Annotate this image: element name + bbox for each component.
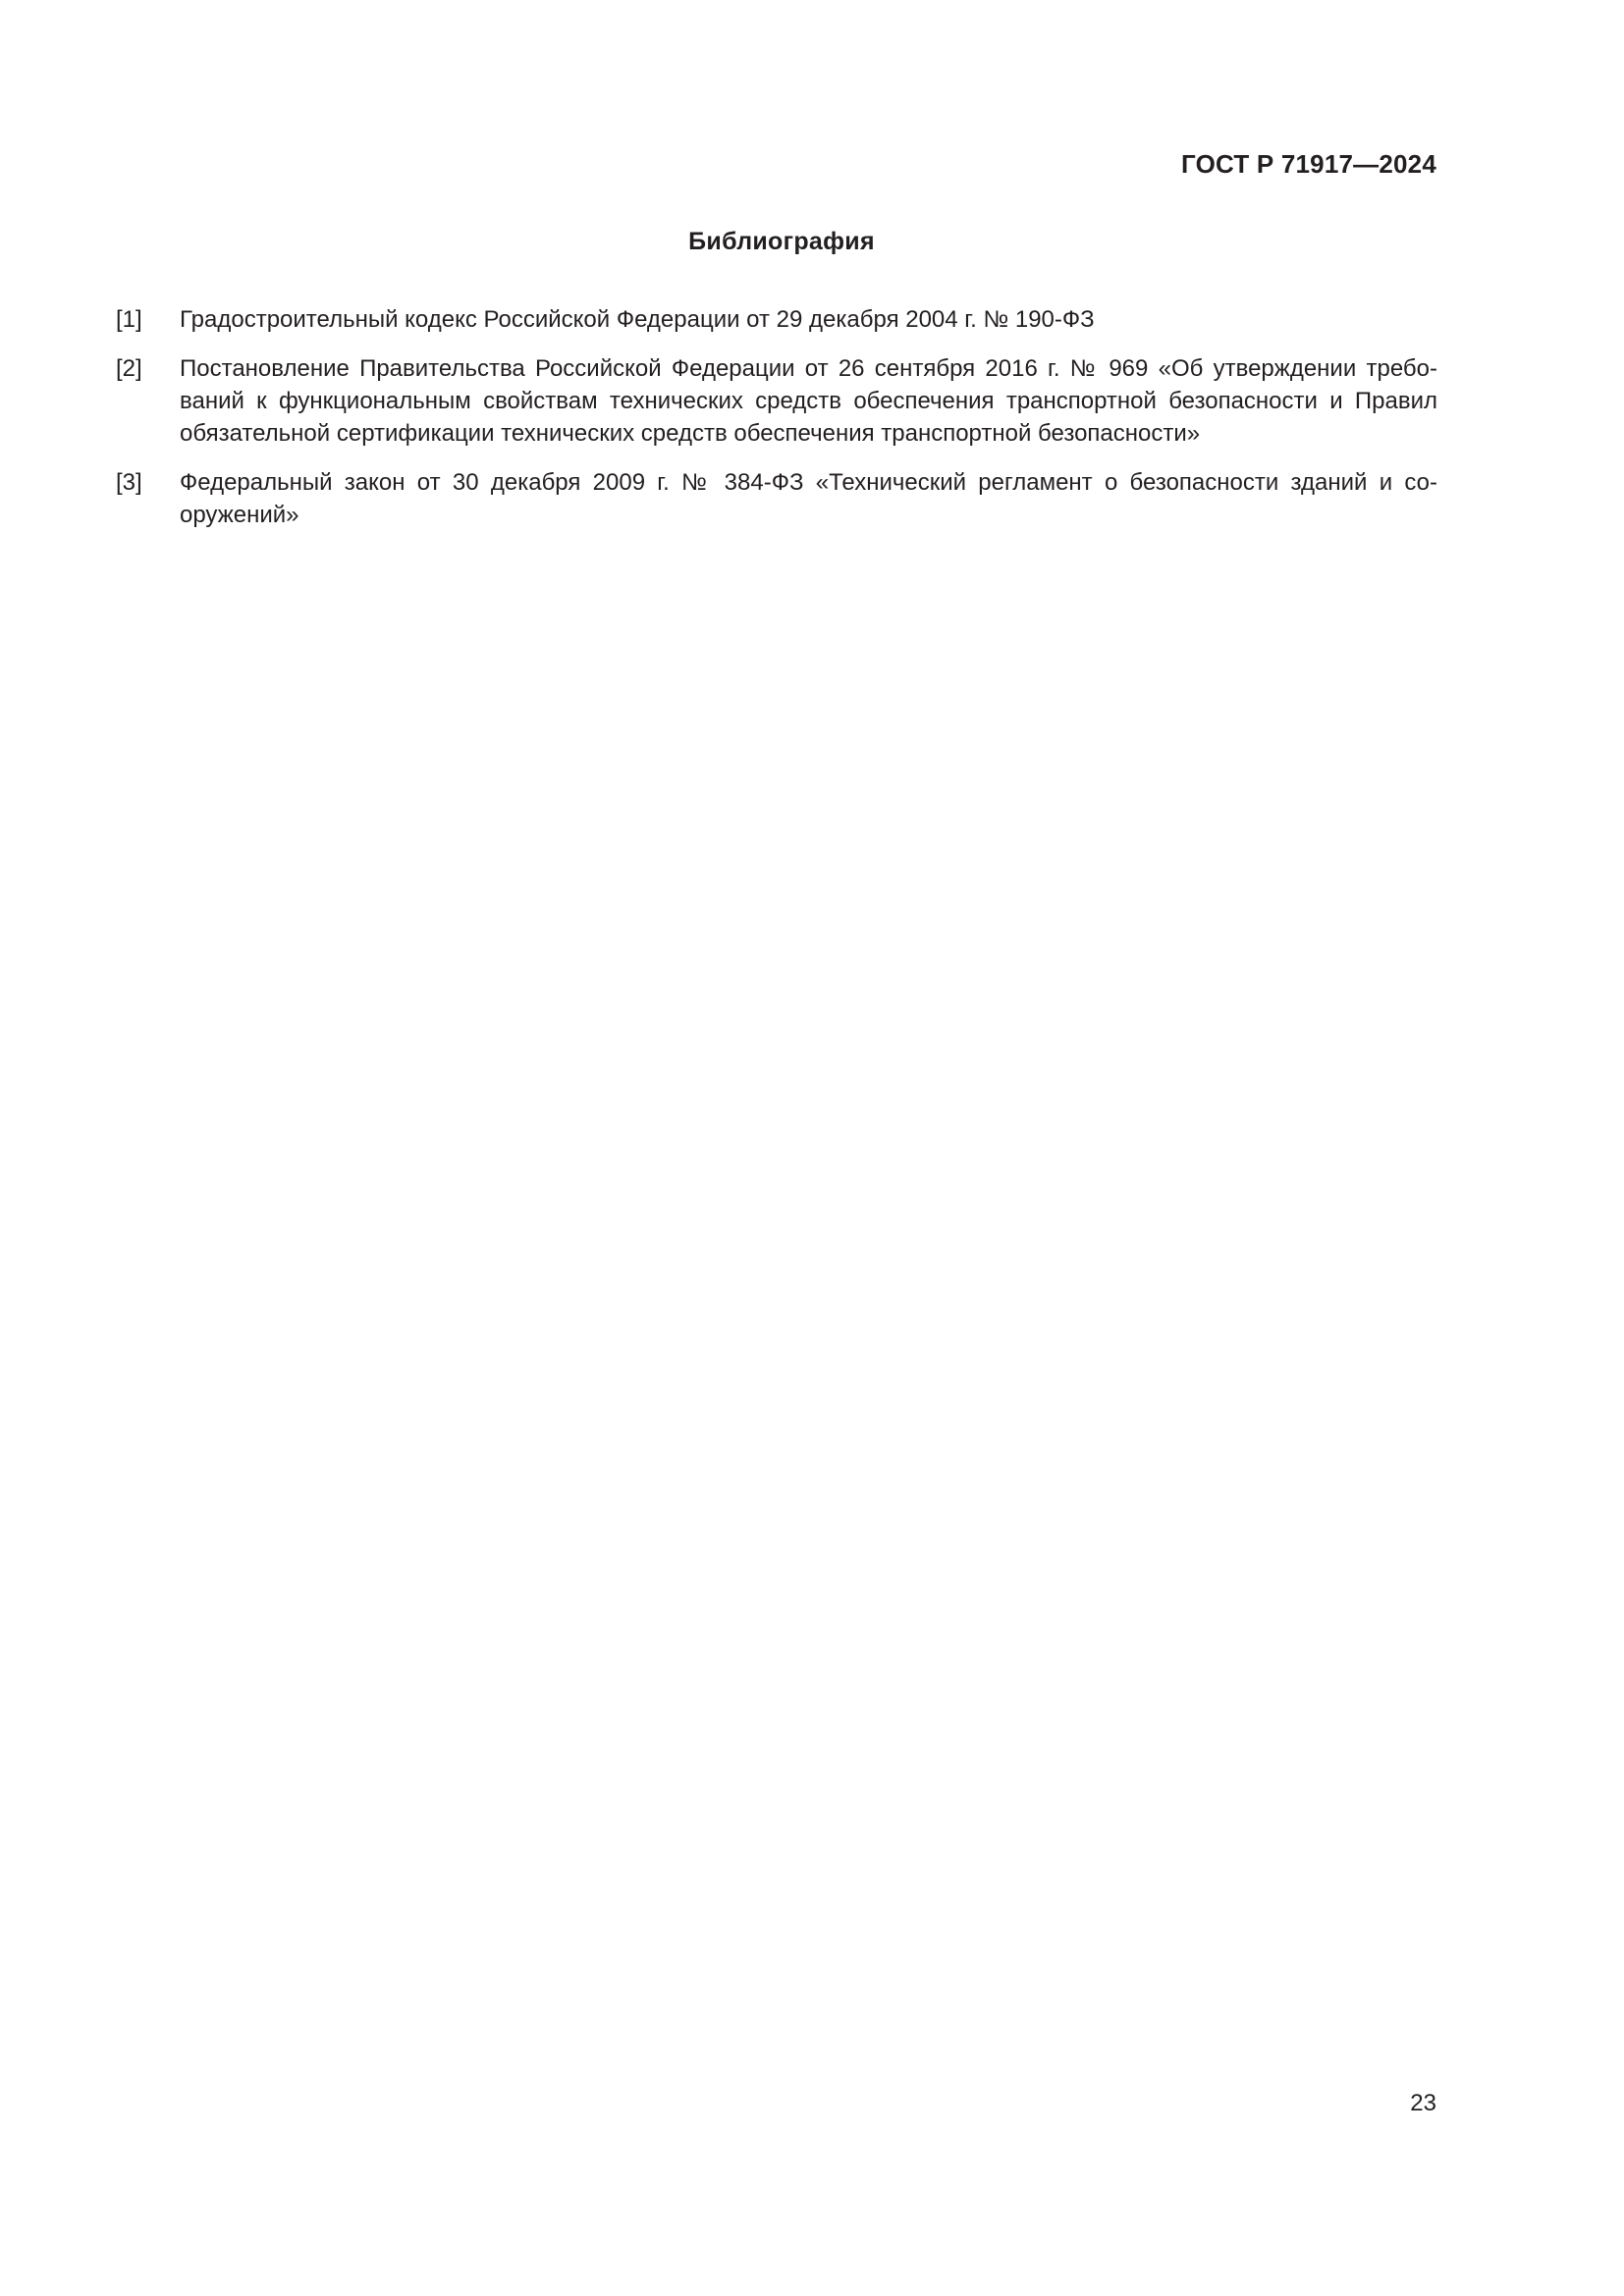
bibliography-heading: Библиография xyxy=(688,228,875,255)
bibliography-entry-text xyxy=(180,352,1437,450)
bibliography-entry-line: Постановление Правительства Российской Федерации от 26 сентября 2016 г. № 969 «Об утверждении требо- xyxy=(180,355,1437,382)
bibliography-entry-line: Федеральный закон от 30 декабря 2009 г. № 384-ФЗ «Технический регламент о безопасности зданий и со- xyxy=(180,469,1437,496)
bibliography-entry-line: обязательной сертификации технических средств обеспечения транспортной безопасности» xyxy=(180,420,1201,447)
bibliography-entry-text xyxy=(180,466,1437,531)
bibliography-entry-line: оружений» xyxy=(180,502,299,528)
bibliography-entry-number: [2] xyxy=(116,355,142,382)
bibliography-entry xyxy=(116,352,1437,450)
page-number: 23 xyxy=(1410,2090,1436,2116)
bibliography-entry-text xyxy=(180,303,1437,336)
bibliography-entry-line: ваний к функциональным свойствам технических средств обеспечения транспортной безопасности и Правил xyxy=(180,388,1437,414)
bibliography-entry-number: [3] xyxy=(116,469,142,496)
bibliography-entry-number: [1] xyxy=(116,306,142,333)
bibliography-entry-line: Градостроительный кодекс Российской Федерации от 29 декабря 2004 г. № 190-ФЗ xyxy=(180,306,1095,333)
bibliography-entry xyxy=(116,466,1437,531)
bibliography-entry xyxy=(116,303,1437,336)
document-code: ГОСТ Р 71917—2024 xyxy=(1181,149,1436,179)
bibliography-list xyxy=(116,303,1437,548)
